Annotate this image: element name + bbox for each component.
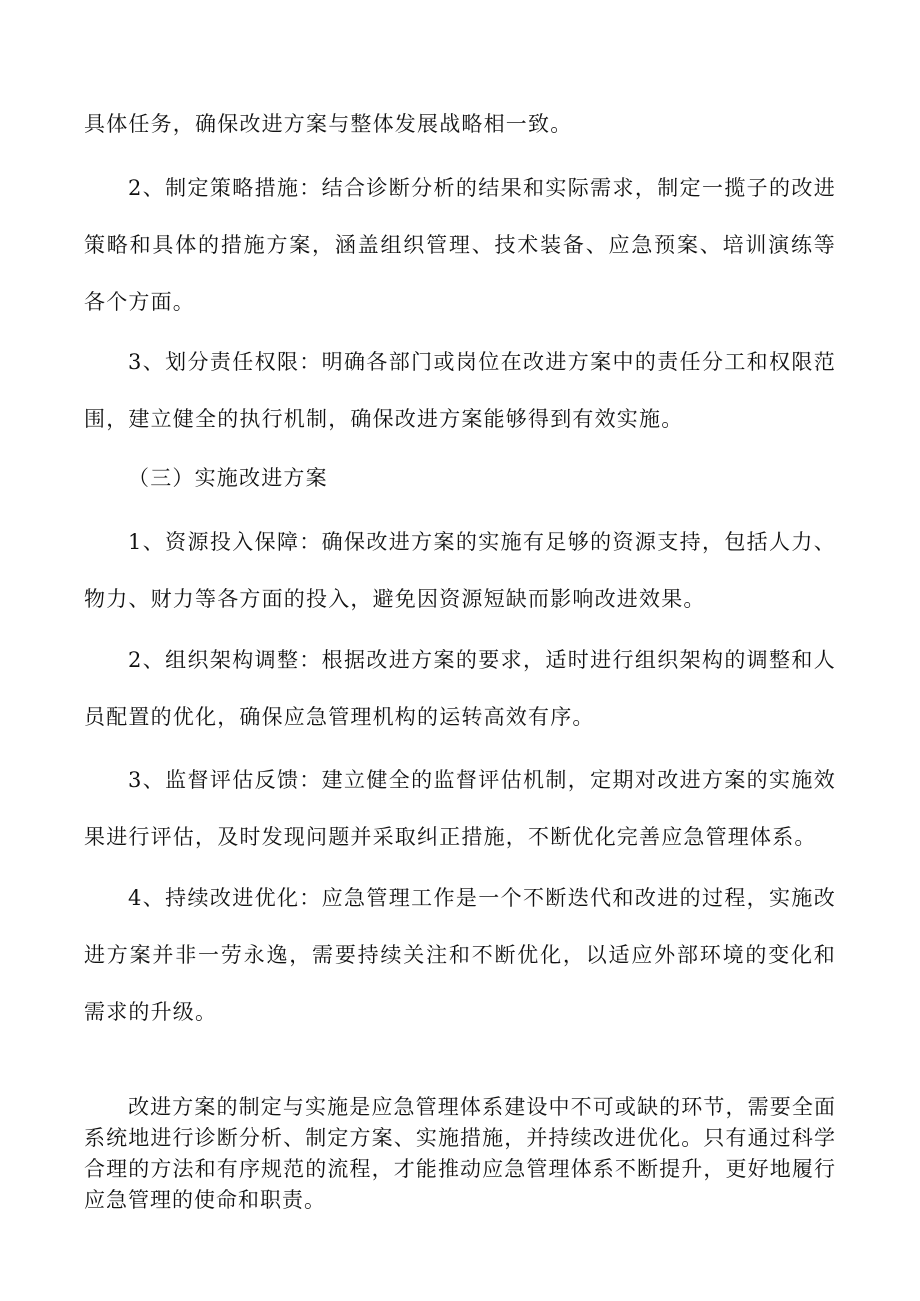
paragraph-resource-guarantee: 1、资源投入保障：确保改进方案的实施有足够的资源支持，包括人力、物力、财力等各方面的投入，避免因资源短缺而影响改进效果。 xyxy=(84,530,836,611)
paragraph-supervision-feedback: 3、监督评估反馈：建立健全的监督评估机制，定期对改进方案的实施效果进行评估，及时发现问题并采取纠正措施，不断优化完善应急管理体系。 xyxy=(84,768,836,849)
paragraph-continuation: 具体任务，确保改进方案与整体发展战略相一致。 xyxy=(84,112,573,136)
paragraph-summary: 改进方案的制定与实施是应急管理体系建设中不可或缺的环节，需要全面系统地进行诊断分析、制定方案、实施措施，并持续改进优化。只有通过科学合理的方法和有序规范的流程，才能推动应急管理体系不断提升，更好地履行应急管理的使命和职责。 xyxy=(84,1095,836,1212)
section-heading-implement: （三）实施改进方案 xyxy=(128,466,328,490)
paragraph-organization-adjust: 2、组织架构调整：根据改进方案的要求，适时进行组织架构的调整和人员配置的优化，确保应急管理机构的运转高效有序。 xyxy=(84,648,836,729)
paragraph-continuous-improvement: 4、持续改进优化：应急管理工作是一个不断迭代和改进的过程，实施改进方案并非一劳永逸，需要持续关注和不断优化，以适应外部环境的变化和需求的升级。 xyxy=(84,886,836,1024)
paragraph-divide-responsibility: 3、划分责任权限：明确各部门或岗位在改进方案中的责任分工和权限范围，建立健全的执行机制，确保改进方案能够得到有效实施。 xyxy=(84,350,836,431)
paragraph-formulate-strategy: 2、制定策略措施：结合诊断分析的结果和实际需求，制定一揽子的改进策略和具体的措施方案，涵盖组织管理、技术装备、应急预案、培训演练等各个方面。 xyxy=(84,176,836,314)
